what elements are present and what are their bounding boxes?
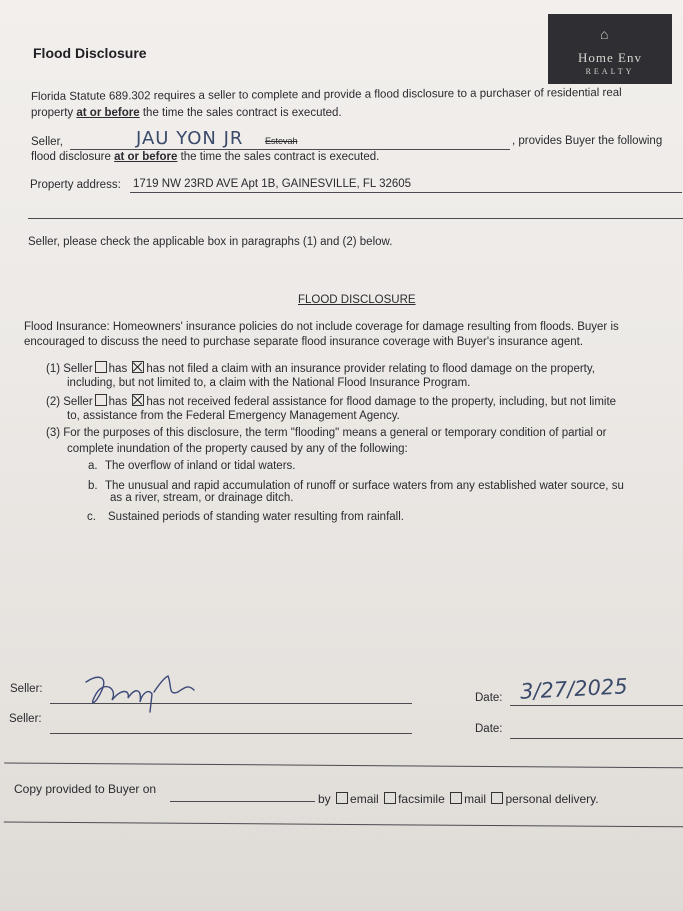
item-3b-text-2: as a river, stream, or drainage ditch. bbox=[110, 492, 294, 504]
property-line-1 bbox=[130, 192, 682, 193]
insurance-line-1: Flood Insurance: Homeowners' insurance policies do not include coverage for damage resulting from floods. Buyer is bbox=[24, 321, 619, 333]
item-2-line-1: (2) Seller has has not received federal assistance for flood damage to the property, including, but not limite bbox=[46, 396, 617, 408]
item-3c-label: c. bbox=[87, 511, 96, 523]
seller-typed-name: Estevah bbox=[265, 136, 298, 146]
item-2-line-2: to, assistance from the Federal Emergency Management Agency. bbox=[67, 410, 400, 422]
item-1-line-1: (1) Seller has has not filed a claim with an insurance provider relating to flood damage on the property, bbox=[46, 363, 595, 375]
item-3b-label: b. bbox=[88, 480, 98, 492]
seller-signature bbox=[78, 668, 208, 716]
item-2-has-not-checkbox[interactable] bbox=[132, 394, 144, 406]
section-heading: FLOOD DISCLOSURE bbox=[298, 294, 416, 306]
logo-sub: REALTY bbox=[585, 67, 635, 76]
copy-label: Copy provided to Buyer on bbox=[14, 782, 157, 796]
seller-label: Seller, bbox=[31, 136, 63, 148]
item-2-has-checkbox[interactable] bbox=[95, 394, 107, 406]
item-3b-text-1: The unusual and rapid accumulation of runoff or surface waters from any established water source, su bbox=[105, 480, 624, 492]
seller-2-label: Seller: bbox=[9, 713, 42, 725]
insurance-line-2: encouraged to discuss the need to purchase separate flood insurance coverage with Buyer's insurance agent. bbox=[24, 336, 584, 348]
logo-name: Home Env bbox=[578, 50, 642, 65]
date-1-value: 3/27/2025 bbox=[519, 674, 629, 704]
item-1-has-not-checkbox[interactable] bbox=[132, 361, 144, 373]
seller-handwritten-name: JAU YON JR bbox=[136, 128, 244, 149]
copy-delivery-options: by email facsimile mail personal delivery. bbox=[318, 792, 599, 806]
item-1-has-checkbox[interactable] bbox=[95, 361, 107, 373]
email-checkbox[interactable] bbox=[336, 792, 348, 804]
property-label: Property address: bbox=[30, 179, 121, 191]
statute-line-2: property at or before the time the sales contract is executed. bbox=[31, 107, 342, 119]
item-3c-text: Sustained periods of standing water resulting from rainfall. bbox=[108, 511, 404, 523]
seller-name-line bbox=[70, 149, 510, 150]
date-1-line[interactable] bbox=[510, 705, 683, 706]
realty-logo bbox=[548, 14, 672, 84]
personal-delivery-checkbox[interactable] bbox=[491, 792, 503, 804]
seller-1-label: Seller: bbox=[10, 683, 43, 695]
item-3-line-2: complete inundation of the property caused by any of the following: bbox=[67, 443, 408, 455]
item-3a-text: The overflow of inland or tidal waters. bbox=[105, 460, 296, 472]
seller-2-signature-line[interactable] bbox=[50, 733, 412, 734]
facsimile-checkbox[interactable] bbox=[384, 792, 396, 804]
property-line-2 bbox=[28, 218, 683, 219]
property-address: 1719 NW 23RD AVE Apt 1B, GAINESVILLE, FL 32605 bbox=[133, 178, 412, 190]
item-3-line-1: (3) For the purposes of this disclosure, the term "flooding" means a general or temporary condition of partial or bbox=[46, 427, 607, 439]
item-1-line-2: including, but not limited to, a claim with the National Flood Insurance Program. bbox=[67, 377, 471, 389]
date-2-line[interactable] bbox=[510, 738, 683, 739]
seller-suffix: , provides Buyer the following bbox=[512, 135, 663, 147]
mail-checkbox[interactable] bbox=[450, 792, 462, 804]
date-1-label: Date: bbox=[475, 692, 503, 704]
house-icon: ⌂ bbox=[600, 26, 609, 42]
statute-line-1: Florida Statute 689.302 requires a seller to complete and provide a flood disclosure to a purchaser of residential real bbox=[30, 86, 622, 103]
copy-date-line[interactable] bbox=[170, 801, 315, 802]
instruction-text: Seller, please check the applicable box in paragraphs (1) and (2) below. bbox=[28, 236, 393, 248]
seller-line-2: flood disclosure at or before the time the sales contract is executed. bbox=[31, 151, 380, 163]
page-title: Flood Disclosure bbox=[33, 45, 147, 61]
item-3a-label: a. bbox=[88, 460, 98, 472]
date-2-label: Date: bbox=[475, 723, 503, 735]
